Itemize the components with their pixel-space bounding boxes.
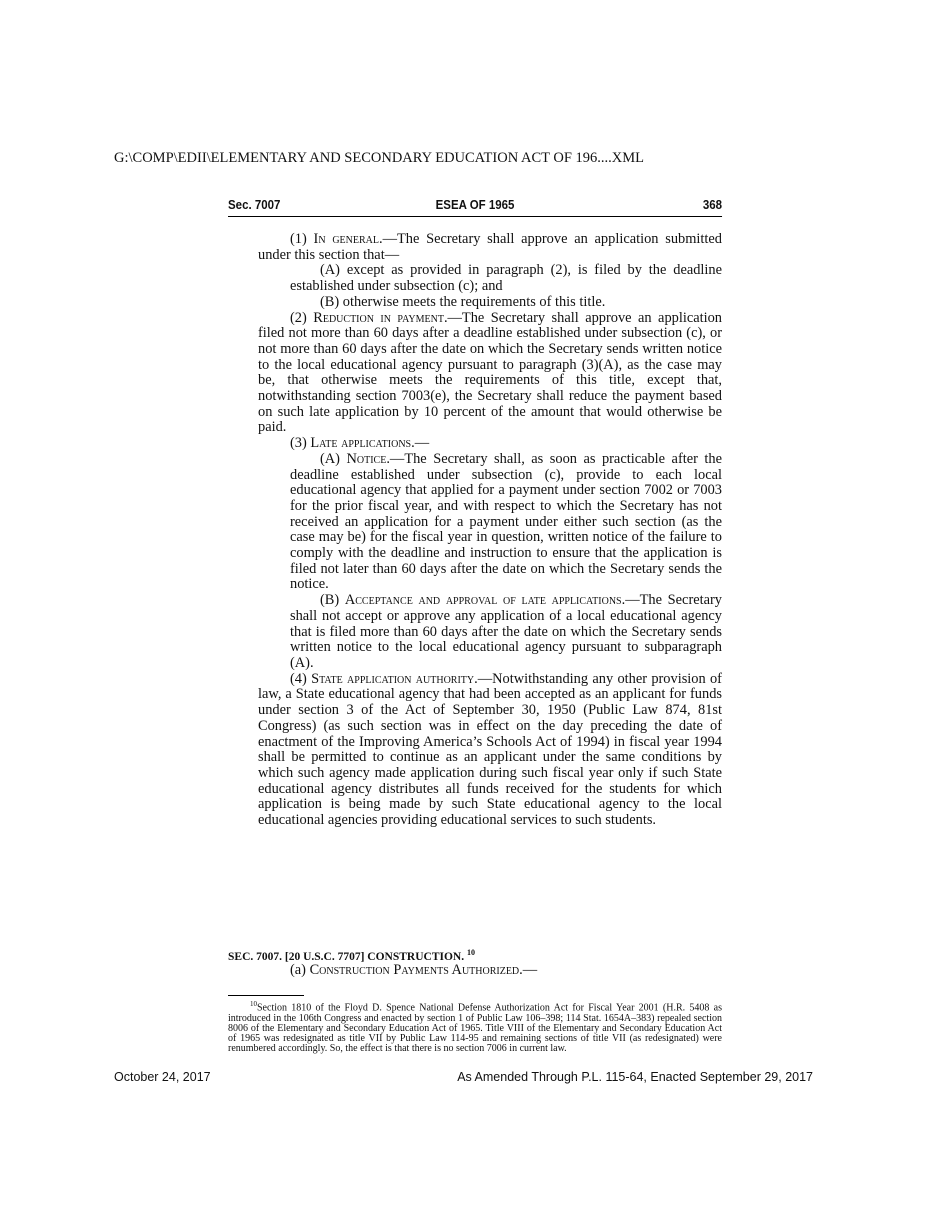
paragraph-2: (2) Reduction in payment.—The Secretary shall approve an application filed not more than 60 days after a deadline established under subsection (c), or not more than 60 days after the date on which the Secretary sends written notice to the local educational agency pursuant to paragraph (3)(A), as the case may be, that otherwise meets the requirements of this title, except that, notwithstanding section 7003(e), the Secretary shall reduce the payment based on such late application by 10 percent of the amount that would otherwise be paid. [258, 309, 722, 436]
paragraph-3-a: (A) Notice.—The Secretary shall, as soon as practicable after the deadline established under subsection (c), provide to each local educational agency that applied for a payment under section 7002 or 7003 for the prior fiscal year, and with respect to which the Secretary has not received an application for a payment under either such section (as the case may be) for the fiscal year in question, written notice of the failure to comply with the deadline and instruction to ensure that the application is filed not later than 60 days after the date on which the Secretary sends the notice. [290, 450, 722, 593]
running-head-title: ESEA OF 1965 [435, 198, 515, 212]
page-number: 368 [702, 198, 723, 212]
running-head [228, 198, 722, 217]
paragraph-4: (4) State application authority.—Notwithstanding any other provision of law, a State educational agency that had been accepted as an applicant for funds under section 3 of the Act of September 30, 1950 (Public Law 874, 81st Congress) (as such section was in effect on the day preceding the date of enactment of the Improving America’s Schools Act of 1994) in fiscal year 1994 shall be permitted to continue as an applicant under the same conditions by which such agency made application during such fiscal year only if such State educational agency distributes all funds received for the students for which application is being made by such State educational agency to the local educational agencies providing educational services to such students. [258, 670, 722, 829]
subsection-a-heading: Construction Payments Authorized [309, 962, 520, 978]
footer-date: October 24, 2017 [114, 1070, 211, 1084]
subsection-a: (a) Construction Payments Authorized.— [290, 962, 538, 978]
footnote [228, 999, 722, 1054]
file-path: G:\COMP\EDII\ELEMENTARY AND SECONDARY EDUCATION ACT OF 196....XML [114, 150, 644, 166]
paragraph-3: (3) Late applications.— [290, 435, 430, 452]
paragraph-3-heading: Late applications [310, 435, 412, 452]
paragraph-3-a-heading: Notice [346, 450, 387, 467]
paragraph-4-heading: State application authority [311, 670, 475, 687]
body-text [258, 232, 722, 829]
paragraph-2-heading: Reduction in payment [313, 309, 444, 326]
footnote-mark: 10 [250, 1000, 257, 1008]
footnote-text: Section 1810 of the Floyd D. Spence National Defense Authorization Act for Fiscal Year 2001 (H.R. 5408 as introduced in the 106th Congress and enacted by section 1 of Public Law 106–398; 114 Stat. 1654A–383) repealed section 8006 of the Elementary and Secondary Education Act of 1965. Title VIII of the Elementary and Secondary Education Act of 1965 was redesignated as title VII by Public Law 114-95 and remaining sections of title VII (as redesignated) were renumbered accordingly. So, the effect is that there is no section 7006 in current law. [228, 1002, 722, 1055]
footnote-reference: 10 [466, 948, 475, 957]
footer-amended-through: As Amended Through P.L. 115-64, Enacted September 29, 2017 [457, 1070, 813, 1084]
running-head-section: Sec. 7007 [228, 198, 281, 212]
paragraph-3-b-heading: Acceptance and approval of late applications [344, 592, 622, 609]
paragraph-1-b: (B) otherwise meets the requirements of this title. [320, 293, 606, 310]
paragraph-1-a: (A) except as provided in paragraph (2), is filed by the deadline established under subsection (c); and [290, 262, 722, 295]
paragraph-3-b: (B) Acceptance and approval of late applications.—The Secretary shall not accept or approve any application of a local educational agency that is filed more than 60 days after the date on which the Secretary sends written notice to the local educational agency pursuant to subparagraph (A). [290, 592, 722, 671]
paragraph-1-heading: In general [313, 231, 379, 247]
footnote-rule [228, 995, 304, 996]
section-heading: SEC. 7007. [20 U.S.C. 7707] CONSTRUCTION. $^{10}$ [228, 948, 475, 963]
paragraph-1: (1) In general.—The Secretary shall approve an application submitted under this section that— [258, 231, 722, 263]
